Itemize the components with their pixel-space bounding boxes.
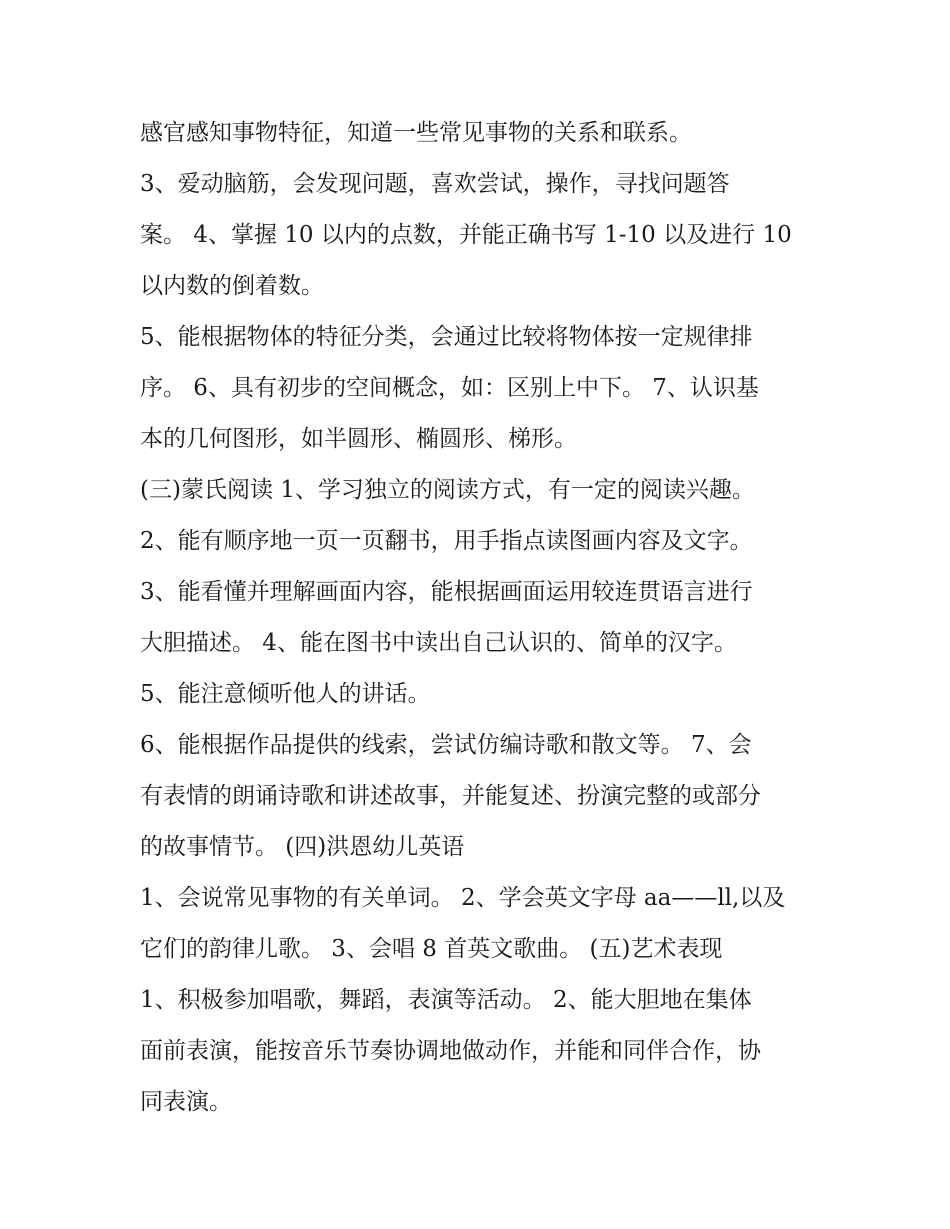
text-line: 3、能看懂并理解画面内容，能根据画面运用较连贯语言进行 bbox=[140, 579, 753, 605]
document-body bbox=[140, 108, 830, 1128]
text-line: 同表演。 bbox=[140, 1089, 232, 1115]
text-line: 以内数的倒着数。 bbox=[140, 273, 324, 299]
text-line: 它们的韵律儿歌。 3、会唱 8 首英文歌曲。 (五)艺术表现 bbox=[140, 936, 723, 962]
text-line: 1、会说常见事物的有关单词。 2、学会英文字母 aa——ll,以及 bbox=[140, 885, 786, 911]
text-line: 感官感知事物特征，知道一些常见事物的关系和联系。 bbox=[140, 120, 692, 146]
text-line: 本的几何图形，如半圆形、椭圆形、梯形。 bbox=[140, 426, 577, 452]
text-line: 5、能注意倾听他人的讲话。 bbox=[140, 681, 431, 707]
text-line: 有表情的朗诵诗歌和讲述故事，并能复述、扮演完整的或部分 bbox=[140, 783, 761, 809]
text-line: (三)蒙氏阅读 1、学习独立的阅读方式，有一定的阅读兴趣。 bbox=[140, 477, 755, 503]
text-line: 6、能根据作品提供的线索，尝试仿编诗歌和散文等。 7、会 bbox=[140, 732, 752, 758]
text-line: 5、能根据物体的特征分类，会通过比较将物体按一定规律排 bbox=[140, 324, 753, 350]
text-line: 3、爱动脑筋，会发现问题，喜欢尝试，操作，寻找问题答 bbox=[140, 171, 730, 197]
text-line: 案。 4、掌握 10 以内的点数，并能正确书写 1-10 以及进行 10 bbox=[140, 222, 792, 248]
text-line: 大胆描述。 4、能在图书中读出自己认识的、简单的汉字。 bbox=[140, 630, 737, 656]
text-line: 面前表演，能按音乐节奏协调地做动作，并能和同伴合作，协 bbox=[140, 1038, 761, 1064]
text-line: 序。 6、具有初步的空间概念，如：区别上中下。 7、认识基 bbox=[140, 375, 759, 401]
text-line: 1、积极参加唱歌，舞蹈，表演等活动。 2、能大胆地在集体 bbox=[140, 987, 752, 1013]
text-line: 2、能有顺序地一页一页翻书，用手指点读图画内容及文字。 bbox=[140, 528, 753, 554]
text-line: 的故事情节。 (四)洪恩幼儿英语 bbox=[140, 834, 465, 860]
